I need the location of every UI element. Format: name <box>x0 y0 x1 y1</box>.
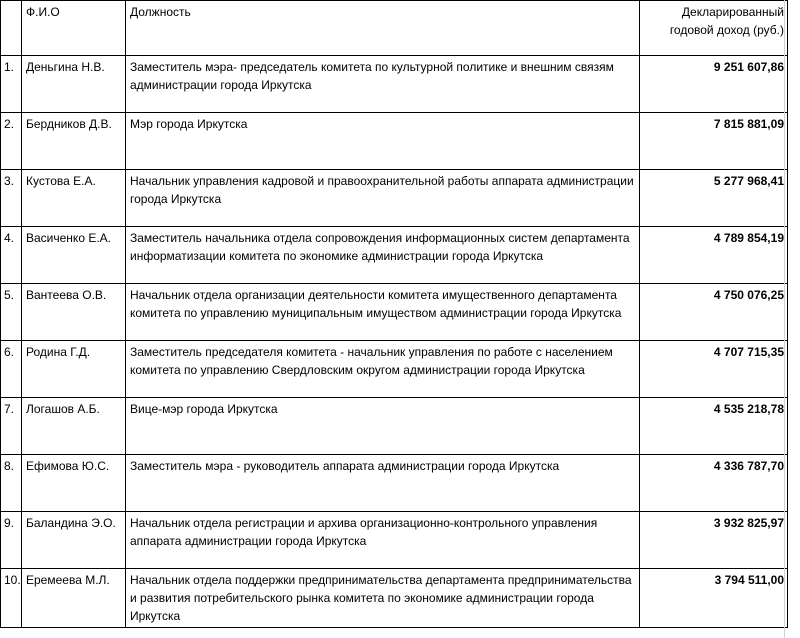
header-position-cell: Должность <box>126 1 640 56</box>
header-income-cell <box>640 1 788 56</box>
table-row <box>1 455 788 512</box>
table-row <box>1 56 788 113</box>
row-position-cell: Начальник отдела поддержки предпринимательства департамента предпринимательства и развития потребительского рынка комитета по экономике администрации города Иркутска <box>126 569 640 628</box>
header-name-cell: Ф.И.О <box>22 1 126 56</box>
row-income-cell: 4 750 076,25 <box>640 284 788 341</box>
row-name-cell: Родина Г.Д. <box>22 341 126 398</box>
table-row <box>1 512 788 569</box>
row-name-cell: Баландина Э.О. <box>22 512 126 569</box>
row-number-cell: 9. <box>1 512 22 569</box>
row-name-cell: Еремеева М.Л. <box>22 569 126 628</box>
row-position-cell: Заместитель начальника отдела сопровождения информационных систем департамента информатизации комитета по экономике администрации города Иркутска <box>126 227 640 284</box>
row-number-cell: 7. <box>1 398 22 455</box>
row-income-cell: 7 815 881,09 <box>640 113 788 170</box>
sheet-edge-line <box>784 0 785 638</box>
table-row <box>1 170 788 227</box>
row-name-cell: Бердников Д.В. <box>22 113 126 170</box>
row-income-cell: 4 336 787,70 <box>640 455 788 512</box>
header-income-line1: Декларированный <box>681 5 784 19</box>
row-name-cell: Деньгина Н.В. <box>22 56 126 113</box>
row-number-cell: 6. <box>1 341 22 398</box>
table-row <box>1 341 788 398</box>
row-position-cell: Вице-мэр города Иркутска <box>126 398 640 455</box>
row-income-cell: 4 707 715,35 <box>640 341 788 398</box>
row-number-cell: 8. <box>1 455 22 512</box>
header-row <box>1 1 788 56</box>
row-income-cell: 5 277 968,41 <box>640 170 788 227</box>
row-income-cell: 3 794 511,00 <box>640 569 788 628</box>
row-number-cell: 10. <box>1 569 22 628</box>
row-position-cell: Начальник управления кадровой и правоохранительной работы аппарата администрации города Иркутска <box>126 170 640 227</box>
row-number-cell: 2. <box>1 113 22 170</box>
header-number-cell <box>1 1 22 56</box>
row-name-cell: Логашов А.Б. <box>22 398 126 455</box>
row-name-cell: Вантеева О.В. <box>22 284 126 341</box>
row-position-cell: Начальник отдела организации деятельности комитета имущественного департамента комитета по управлению муниципальным имуществом администрации города Иркутска <box>126 284 640 341</box>
header-income-line2: годовой доход (руб.) <box>669 23 784 37</box>
row-income-cell: 4 535 218,78 <box>640 398 788 455</box>
row-income-cell: 9 251 607,86 <box>640 56 788 113</box>
row-name-cell: Ефимова Ю.С. <box>22 455 126 512</box>
row-name-cell: Васиченко Е.А. <box>22 227 126 284</box>
row-number-cell: 3. <box>1 170 22 227</box>
row-position-cell: Заместитель мэра- председатель комитета по культурной политике и внешним связям администрации города Иркутска <box>126 56 640 113</box>
row-income-cell: 4 789 854,19 <box>640 227 788 284</box>
table-row <box>1 113 788 170</box>
row-name-cell: Кустова Е.А. <box>22 170 126 227</box>
table-row <box>1 227 788 284</box>
row-position-cell: Мэр города Иркутска <box>126 113 640 170</box>
row-income-cell: 3 932 825,97 <box>640 512 788 569</box>
row-position-cell: Начальник отдела регистрации и архива организационно-контрольного управления аппарата администрации города Иркутска <box>126 512 640 569</box>
row-position-cell: Заместитель мэра - руководитель аппарата администрации города Иркутска <box>126 455 640 512</box>
row-position-cell: Заместитель председателя комитета - начальник управления по работе с населением комитета по управлению Свердловским округом администрации города Иркутска <box>126 341 640 398</box>
table-row <box>1 284 788 341</box>
row-number-cell: 1. <box>1 56 22 113</box>
table-row <box>1 569 788 628</box>
row-number-cell: 4. <box>1 227 22 284</box>
row-number-cell: 5. <box>1 284 22 341</box>
table-row <box>1 398 788 455</box>
